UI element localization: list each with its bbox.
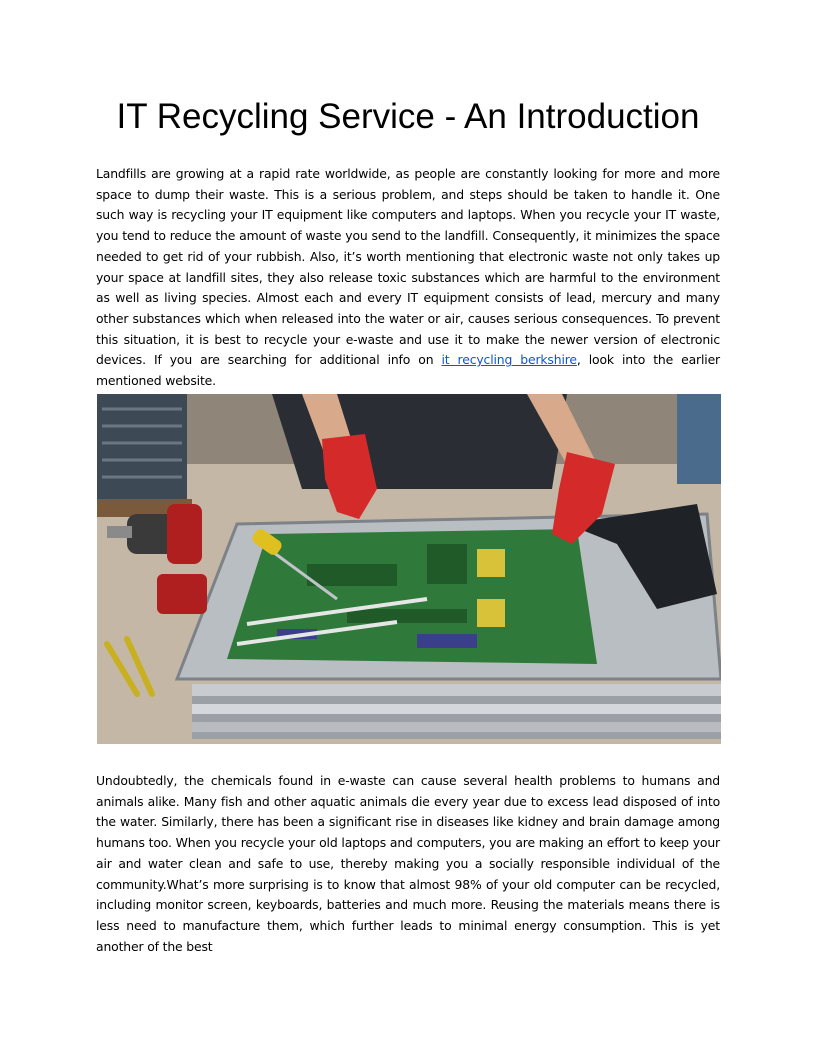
page-title: IT Recycling Service - An Introduction <box>116 97 700 136</box>
rack-right <box>677 394 721 484</box>
photo-illustration <box>97 394 721 744</box>
intro-text: Landfills are growing at a rapid rate worldwide, as people are constantly looking for more and more space to dump their waste. This is a serious problem, and steps should be taken to handle it. One such way is recycling your IT equipment like computers and laptops. When you recycle your IT waste, you tend to reduce the amount of waste you send to the landfill. Consequently, it minimizes the space needed to get rid of your rubbish. Also, it’s worth mentioning that electronic waste not only takes up your space at landfill sites, they also release toxic substances which are harmful to the environment as well as living species. Almost each and every IT equipment consists of lead, mercury and many other substances which when released into the water or air, causes serious consequences. To prevent this situation, it is best to recycle your e-waste and use it to make the newer version of electronic devices. If you are searching for additional info on <box>96 166 720 368</box>
intro-paragraph <box>96 164 720 392</box>
motherboard <box>227 529 597 664</box>
server-disassembly-photo <box>97 394 721 744</box>
second-paragraph: Undoubtedly, the chemicals found in e-waste can cause several health problems to humans and animals alike. Many fish and other aquatic animals die every year due to excess lead disposed of into the water. Similarly, there has been a significant rise in diseases like kidney and brain damage among humans too. When you recycle your old laptops and computers, you are making an effort to keep your air and water clean and safe to use, thereby making you a socially responsible individual of the community.What’s more surprising is to know that almost 98% of your old computer can be recycled, including monitor screen, keyboards, batteries and much more. Reusing the materials means there is less need to manufacture them, which further leads to minimal energy consumption. This is yet another of the best <box>96 773 720 954</box>
intro-text-end: , look into the earlier mentioned website. <box>96 352 721 389</box>
it-recycling-berkshire-link[interactable]: it recycling berkshire <box>441 352 577 368</box>
server-stack <box>192 684 721 739</box>
